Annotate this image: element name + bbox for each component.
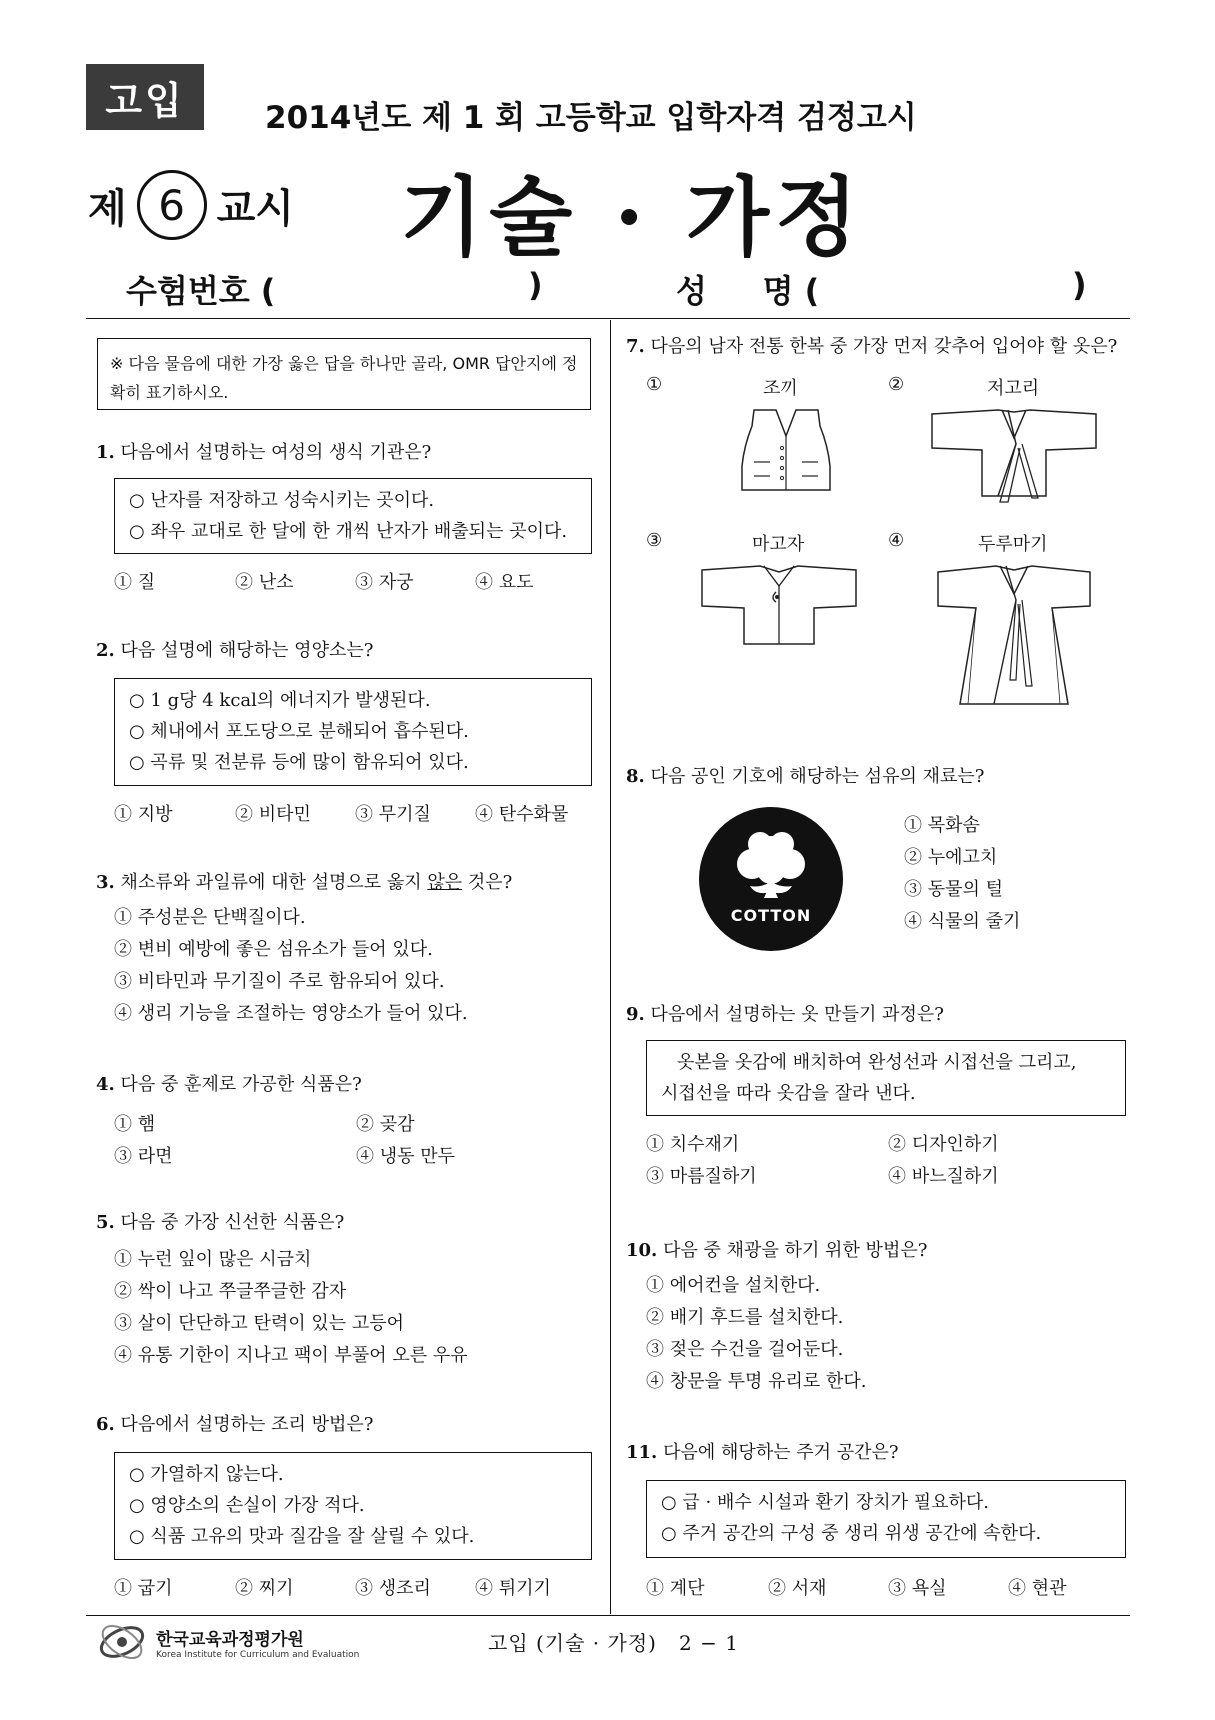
question-text: 다음에서 설명하는 조리 방법은?: [120, 1414, 374, 1435]
box-line: ○ 체내에서 포도당으로 분해되어 흡수된다.: [129, 721, 469, 742]
question-text: 다음 공인 기호에 해당하는 섬유의 재료는?: [650, 766, 985, 787]
org-logo: [96, 1620, 359, 1664]
figure-label-durumagi: 두루마기: [978, 534, 1048, 555]
figure-label-jeogori: 저고리: [987, 378, 1040, 399]
question-number: 2.: [96, 640, 115, 661]
question-7: [626, 332, 1117, 358]
question-5-options: [114, 1244, 468, 1372]
question-number: 7.: [626, 336, 645, 357]
box-line: ○ 1 g당 4 kcal의 에너지가 발생된다.: [129, 690, 431, 711]
box-line: 시접선을 따라 옷감을 잘라 낸다.: [661, 1083, 916, 1104]
cotton-certification-logo: [698, 806, 844, 952]
question-text: 다음에서 설명하는 여성의 생식 기관은?: [120, 442, 432, 463]
footer-divider: [86, 1615, 1130, 1616]
name-label: 성 명 (: [676, 272, 820, 310]
period-number-circle: 6: [137, 170, 207, 240]
durumagi-illustration: [934, 560, 1094, 710]
box-line: ○ 난자를 저장하고 성숙시키는 곳이다.: [129, 490, 435, 511]
exam-number-label: 수험번호 (: [126, 272, 276, 310]
figure-mark: ③: [646, 530, 663, 551]
question-text: 다음 중 훈제로 가공한 식품은?: [120, 1074, 362, 1095]
question-5: [96, 1208, 344, 1234]
option: ② 누에고치: [904, 847, 998, 868]
question-text: 다음에 해당하는 주거 공간은?: [663, 1442, 899, 1463]
question-11-box: [646, 1480, 1126, 1558]
org-name-korean: 한국교육과정평가원: [156, 1629, 304, 1650]
figure-label-magoja: 마고자: [752, 534, 805, 555]
question-text: 다음 중 가장 신선한 식품은?: [120, 1212, 345, 1233]
period-suffix: 교시: [216, 185, 294, 232]
box-line: ○ 영양소의 손실이 가장 적다.: [129, 1495, 365, 1516]
option: ④ 생리 기능을 조절하는 영양소가 들어 있다.: [114, 1003, 468, 1024]
org-name-english: Korea Institute for Curriculum and Evaluation: [156, 1649, 360, 1660]
option: ④ 바느질하기: [888, 1166, 999, 1187]
option: ④ 요도: [475, 572, 534, 593]
option: ④ 식물의 줄기: [904, 911, 1021, 932]
option: ① 계단: [646, 1578, 705, 1599]
exam-title: 2014년도 제 1 회 고등학교 입학자격 검정고시: [265, 100, 917, 136]
option: ② 싹이 나고 쭈글쭈글한 감자: [114, 1281, 347, 1302]
question-10-options: [646, 1270, 867, 1398]
question-3-options: [114, 902, 468, 1030]
option: ③ 비타민과 무기질이 주로 함유되어 있다.: [114, 971, 445, 992]
option: ① 치수재기: [646, 1134, 740, 1155]
question-text: 채소류와 과일류에 대한 설명으로 옳지: [120, 872, 428, 893]
magoja-illustration: [698, 562, 860, 648]
option: ① 누런 잎이 많은 시금치: [114, 1249, 312, 1270]
option: ② 비타민: [235, 804, 311, 825]
box-line: ○ 주거 공간의 구성 중 생리 위생 공간에 속한다.: [661, 1523, 1042, 1544]
option: ② 찌기: [235, 1578, 294, 1599]
box-line: ○ 좌우 교대로 한 달에 한 개씩 난자가 배출되는 곳이다.: [129, 521, 568, 542]
question-number: 8.: [626, 766, 645, 787]
figure-mark: ④: [888, 530, 905, 551]
exam-level-badge: 고입: [86, 64, 204, 130]
question-2: [96, 636, 373, 662]
question-number: 6.: [96, 1414, 115, 1435]
option: ③ 젖은 수건을 걸어둔다.: [646, 1339, 844, 1360]
question-number: 3.: [96, 872, 115, 893]
question-1: [96, 438, 431, 464]
name-close: ): [1072, 266, 1087, 304]
option: ④ 냉동 만두: [356, 1146, 455, 1167]
question-4: [96, 1070, 362, 1096]
option: ③ 라면: [114, 1146, 173, 1167]
subject-title: 기술 · 가정: [400, 167, 865, 268]
page-footer-label: 고입 (기술 · 가정) 2 − 1: [488, 1631, 739, 1655]
option: ③ 무기질: [355, 804, 431, 825]
option: ② 변비 예방에 좋은 섬유소가 들어 있다.: [114, 939, 433, 960]
option: ④ 창문을 투명 유리로 한다.: [646, 1371, 867, 1392]
instruction-notice: ※ 다음 물음에 대한 가장 옳은 답을 하나만 골라, OMR 답안지에 정확히 표기하시오.: [97, 338, 591, 410]
option: ① 목화솜: [904, 815, 980, 836]
option: ③ 동물의 털: [904, 879, 1003, 900]
option: ③ 욕실: [888, 1578, 947, 1599]
question-11: [626, 1438, 899, 1464]
option: ③ 생조리: [355, 1578, 431, 1599]
option: ① 에어컨을 설치한다.: [646, 1275, 821, 1296]
jeogori-illustration: [928, 404, 1100, 504]
question-10: [626, 1236, 927, 1262]
question-number: 5.: [96, 1212, 115, 1233]
figure-mark: ①: [646, 374, 663, 395]
option: ④ 탄수화물: [475, 804, 569, 825]
question-text-emphasis: 않은: [427, 872, 463, 893]
question-text: 다음의 남자 전통 한복 중 가장 먼저 갖추어 입어야 할 옷은?: [650, 336, 1118, 357]
cotton-logo-text: COTTON: [730, 906, 812, 925]
box-line: ○ 식품 고유의 맛과 질감을 잘 살릴 수 있다.: [129, 1526, 475, 1547]
option: ① 햄: [114, 1114, 156, 1135]
option: ④ 현관: [1008, 1578, 1067, 1599]
option: ② 난소: [235, 572, 294, 593]
question-6: [96, 1410, 373, 1436]
option: ④ 유통 기한이 지나고 팩이 부풀어 오른 우유: [114, 1345, 468, 1366]
question-9-box: [646, 1040, 1126, 1116]
option: ① 굽기: [114, 1578, 173, 1599]
option: ② 디자인하기: [888, 1134, 999, 1155]
header-divider: [86, 318, 1130, 319]
option: ③ 마름질하기: [646, 1166, 757, 1187]
question-text: 다음에서 설명하는 옷 만들기 과정은?: [650, 1004, 944, 1025]
box-line: ○ 급 · 배수 시설과 환기 장치가 필요하다.: [661, 1492, 990, 1513]
option: ① 주성분은 단백질이다.: [114, 907, 306, 928]
option: ② 배기 후드를 설치한다.: [646, 1307, 844, 1328]
question-8-options: [904, 810, 1020, 938]
option: ① 지방: [114, 804, 173, 825]
column-divider: [610, 320, 611, 1614]
question-9: [626, 1000, 944, 1026]
option: ④ 튀기기: [475, 1578, 551, 1599]
option: ① 질: [114, 572, 156, 593]
option: ③ 자궁: [355, 572, 414, 593]
question-1-box: [114, 478, 592, 554]
option: ③ 살이 단단하고 탄력이 있는 고등어: [114, 1313, 405, 1334]
box-line: 옷본을 옷감에 배치하여 완성선과 시접선을 그리고,: [677, 1052, 1077, 1073]
question-8: [626, 762, 984, 788]
question-number: 10.: [626, 1240, 658, 1261]
question-3: [96, 868, 512, 894]
question-number: 1.: [96, 442, 115, 463]
question-6-box: [114, 1452, 592, 1560]
box-line: ○ 곡류 및 전분류 등에 많이 함유되어 있다.: [129, 752, 469, 773]
figure-label-vest: 조끼: [763, 378, 798, 399]
question-text: 다음 중 채광을 하기 위한 방법은?: [663, 1240, 928, 1261]
question-number: 11.: [626, 1442, 658, 1463]
question-text: 것은?: [462, 872, 513, 893]
question-2-box: [114, 678, 592, 786]
option: ② 곶감: [356, 1114, 415, 1135]
exam-number-close: ): [528, 266, 543, 304]
option: ② 서재: [768, 1578, 827, 1599]
vest-illustration: [736, 406, 836, 496]
question-text: 다음 설명에 해당하는 영양소는?: [120, 640, 374, 661]
org-emblem-icon: [96, 1620, 148, 1664]
question-number: 9.: [626, 1004, 645, 1025]
figure-mark: ②: [888, 374, 905, 395]
box-line: ○ 가열하지 않는다.: [129, 1464, 284, 1485]
period-label: [88, 170, 294, 240]
period-prefix: 제: [88, 185, 127, 232]
question-number: 4.: [96, 1074, 115, 1095]
